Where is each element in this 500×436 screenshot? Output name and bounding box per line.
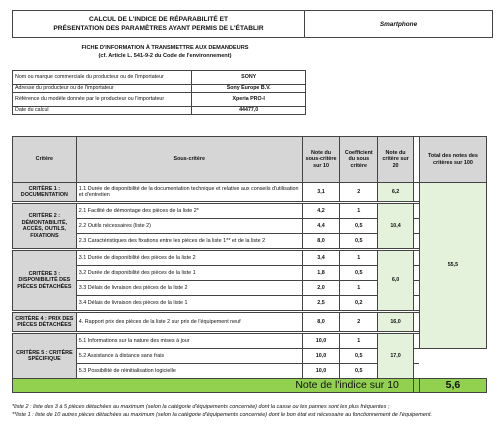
info-row — [13, 71, 306, 85]
criterion-1-name: CRITÈRE 1 : DOCUMENTATION — [13, 183, 77, 202]
table-row — [13, 183, 492, 202]
product-category: Smartphone — [305, 10, 493, 38]
subcriterion-label: 3.4 Délais de livraison des pièces de la liste 1 — [76, 296, 302, 311]
subtitle-line-1: FICHE D'INFORMATION À TRANSMETTRE AUX DEMANDEURS — [81, 45, 249, 51]
info-label: Référence du modèle donnée par le producteur ou l'importateur — [13, 93, 192, 107]
info-row — [13, 107, 306, 115]
criterion-5-name: CRITÈRE 5 : CRITÈRE SPÉCIFIQUE — [13, 334, 77, 379]
criterion-1-score: 6,2 — [378, 183, 414, 202]
title-line-1: CALCUL DE L'INDICE DE RÉPARABILITÉ ET — [88, 16, 229, 23]
subcriterion-note: 3,4 — [302, 251, 340, 266]
subcriterion-label: 1.1 Durée de disponibilité de la documentation technique et relative aux conseils d'utilisation et d'entretien — [76, 183, 302, 202]
subcriterion-coef: 0,5 — [340, 266, 378, 281]
header-note-sous-critere: Note du sous-critère sur 10 — [302, 137, 340, 183]
subcriterion-coef: 0,2 — [340, 296, 378, 311]
subcriterion-note: 4,4 — [302, 219, 340, 234]
header-note-critere: Note du critère sur 20 — [378, 137, 414, 183]
subcriterion-note: 8,0 — [302, 313, 340, 332]
title-line-2: PRÉSENTATION DES PARAMÈTRES AYANT PERMIS DE L'ÉTABLIR — [53, 25, 264, 32]
criterion-2-score: 10,4 — [378, 204, 414, 249]
footnotes — [12, 404, 494, 419]
info-value: SONY — [192, 71, 306, 85]
subcriterion-coef: 1 — [340, 334, 378, 349]
subcriterion-coef: 2 — [340, 183, 378, 202]
subcriterion-label: 5.1 Informations sur la nature des mises à jour — [76, 334, 302, 349]
info-label: Date du calcul — [13, 107, 192, 115]
info-label: Nom ou marque commerciale du producteur ou de l'importateur — [13, 71, 192, 85]
criterion-2-name: CRITÈRE 2 : DÉMONTABILITÉ, ACCÈS, OUTILS, FIXATIONS — [13, 204, 77, 249]
subcriterion-label: 2.2 Outils nécessaires (liste 2) — [76, 219, 302, 234]
subcriterion-coef: 1 — [340, 251, 378, 266]
subcriterion-note: 4,2 — [302, 204, 340, 219]
criterion-3-name: CRITÈRE 3 : DISPONIBILITÉ DES PIÈCES DÉTACHÉES — [13, 251, 77, 311]
header-critere: Critère — [13, 137, 77, 183]
header-coefficient: Coefficient du sous critère — [340, 137, 378, 183]
total-score: 55,5 — [419, 183, 486, 349]
subcriterion-note: 2,0 — [302, 281, 340, 296]
subcriterion-coef: 0,5 — [340, 349, 378, 364]
info-label: Adresse du producteur ou de l'importateur — [13, 85, 192, 93]
info-value: 44477,0 — [192, 107, 306, 115]
footnote-liste-2: *liste 2 : liste des 3 à 5 pièces détachées au maximum (selon la catégorie d'équipements concernée) dont la casse ou les pannes sont les plus fréquentes ; — [12, 404, 390, 410]
info-row — [13, 93, 306, 107]
subtitle — [20, 44, 310, 60]
header-total: Total des notes des critères sur 100 — [419, 137, 486, 183]
subcriterion-note: 8,0 — [302, 234, 340, 249]
subcriterion-note: 10,0 — [302, 349, 340, 364]
subcriterion-label: 5.3 Possibilité de réinitialisation logicielle — [76, 364, 302, 379]
subcriterion-coef: 1 — [340, 204, 378, 219]
subcriterion-coef: 0,5 — [340, 219, 378, 234]
info-value: Sony Europe B.V. — [192, 85, 306, 93]
final-score-value: 5,6 — [419, 379, 486, 393]
subcriterion-coef: 2 — [340, 313, 378, 332]
subcriterion-coef: 0,5 — [340, 234, 378, 249]
subcriterion-label: 3.2 Durée de disponibilité des pièces de la liste 1 — [76, 266, 302, 281]
subcriterion-label: 5.2 Assistance à distance sans frais — [76, 349, 302, 364]
subcriterion-label: 3.3 Délais de livraison des pièces de la liste 2 — [76, 281, 302, 296]
repairability-score-table — [12, 136, 492, 393]
criterion-5-score: 17,0 — [378, 334, 414, 379]
header-sous-critere: Sous-critère — [76, 137, 302, 183]
subcriterion-label: 4. Rapport prix des pièces de la liste 2 sur prix de l'équipement neuf — [76, 313, 302, 332]
criterion-4-score: 16,0 — [378, 313, 414, 332]
subcriterion-note: 3,1 — [302, 183, 340, 202]
subcriterion-note: 10,0 — [302, 364, 340, 379]
header-row — [13, 137, 492, 183]
subcriterion-label: 2.3 Caractéristiques des fixations entre les pièces de la liste 1** et de la liste 2 — [76, 234, 302, 249]
info-row — [13, 85, 306, 93]
producer-info-table — [12, 70, 306, 115]
subcriterion-label: 3.1 Durée de disponibilité des pièces de la liste 2 — [76, 251, 302, 266]
subcriterion-coef: 0,5 — [340, 364, 378, 379]
criterion-3-score: 6,0 — [378, 251, 414, 311]
table-row — [13, 349, 492, 364]
criterion-4-name: CRITÈRE 4 : PRIX DES PIÈCES DÉTACHÉES — [13, 313, 77, 332]
table-row — [13, 364, 492, 379]
subtitle-line-2: (cf. Article L. 541-9-2 du Code de l'environnement) — [98, 53, 232, 59]
footnote-liste-1: **liste 1 : liste de 10 autres pièces détachées au maximum (selon la catégorie d'équipements concernée) dont le bon état est nécessaire au fonctionnement de l'équipement. — [12, 411, 433, 418]
page-title — [12, 10, 305, 38]
subcriterion-coef: 1 — [340, 281, 378, 296]
final-score-row — [13, 379, 492, 393]
subcriterion-note: 1,8 — [302, 266, 340, 281]
subcriterion-note: 10,0 — [302, 334, 340, 349]
final-score-label: Note de l'indice sur 10 — [13, 379, 414, 393]
subcriterion-note: 2,5 — [302, 296, 340, 311]
info-value: Xperia PRO-I — [192, 93, 306, 107]
subcriterion-label: 2.1 Facilité de démontage des pièces de la liste 2* — [76, 204, 302, 219]
